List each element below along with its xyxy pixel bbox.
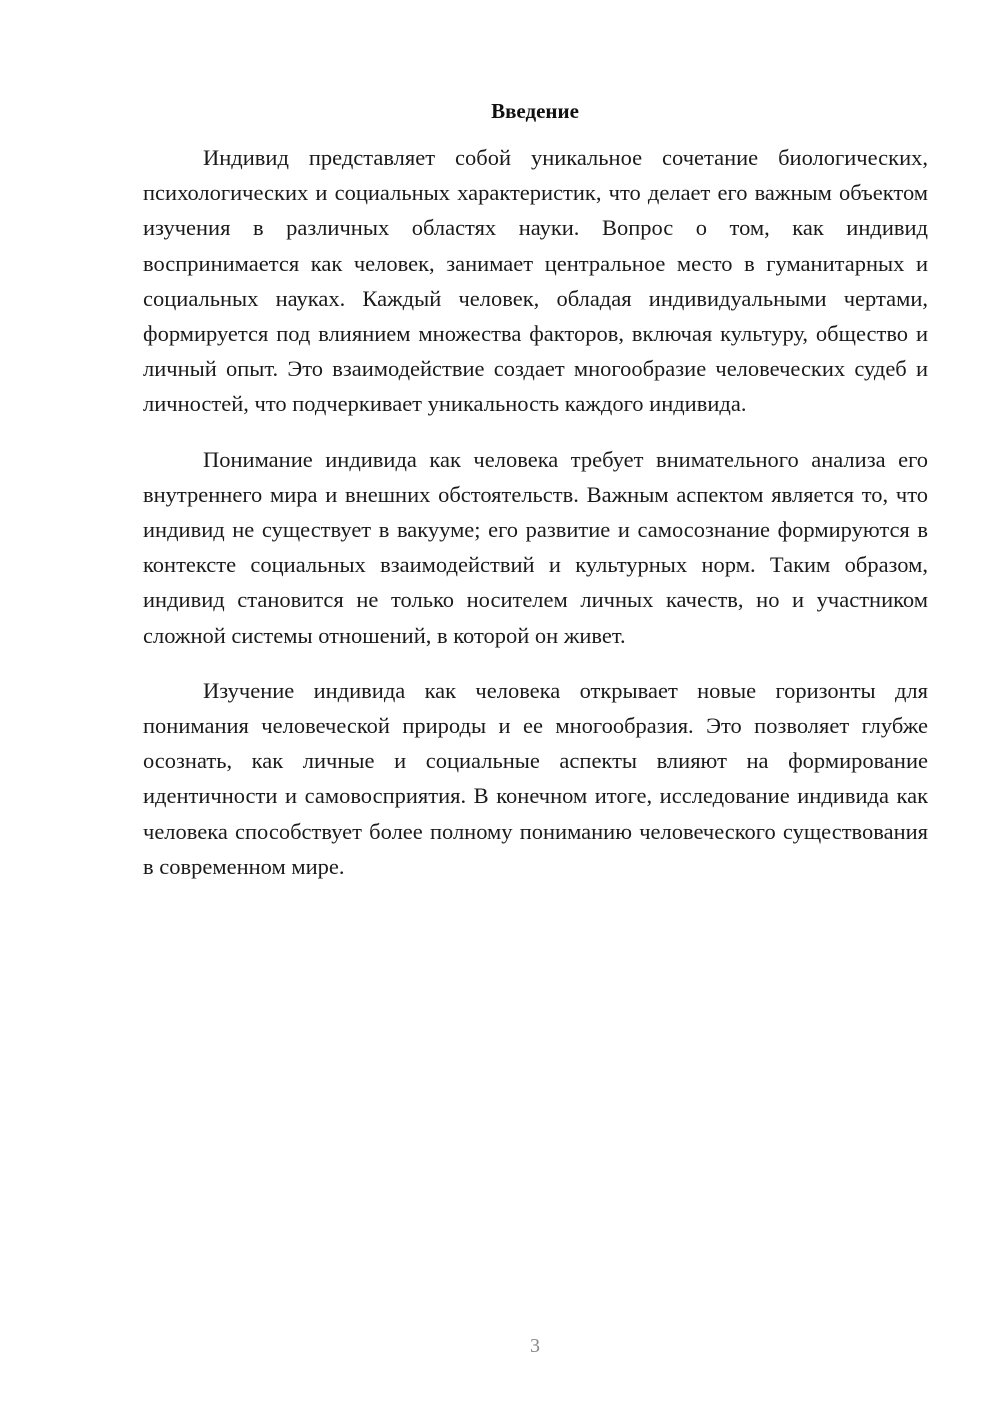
body-text — [143, 140, 928, 904]
paragraph-3: Изучение индивида как человека открывает новые горизонты для понимания человеческой природы и ее многообразия. Это позволяет глубже осознать, как личные и социальные аспекты влияют на формирование идентичности и самовосприятия. В конечном итоге, исследование индивида как человека способствует более полному пониманию человеческого существования в современном мире. — [143, 677, 928, 879]
paragraph-2: Понимание индивида как человека требует внимательного анализа его внутреннего мира и внешних обстоятельств. Важным аспектом является то, что индивид не существует в вакууме; его развитие и самосознание формируются в контексте социальных взаимодействий и культурных норм. Таким образом, индивид становится не только носителем личных качеств, но и участником сложной системы отношений, в которой он живет. — [143, 446, 928, 648]
paragraph-1: Индивид представляет собой уникальное сочетание биологических, психологических и социальных характеристик, что делает его важным объектом изучения в различных областях науки. Вопрос о том, как индивид воспринимается как человек, занимает центральное место в гуманитарных и социальных науках. Каждый человек, обладая индивидуальными чертами, формируется под влиянием множества факторов, включая культуру, общество и личный опыт. Это взаимодействие создает многообразие человеческих судеб и личностей, что подчеркивает уникальность каждого индивида. — [143, 145, 928, 417]
section-heading: Введение — [491, 99, 579, 123]
page-number: 3 — [530, 1335, 540, 1357]
